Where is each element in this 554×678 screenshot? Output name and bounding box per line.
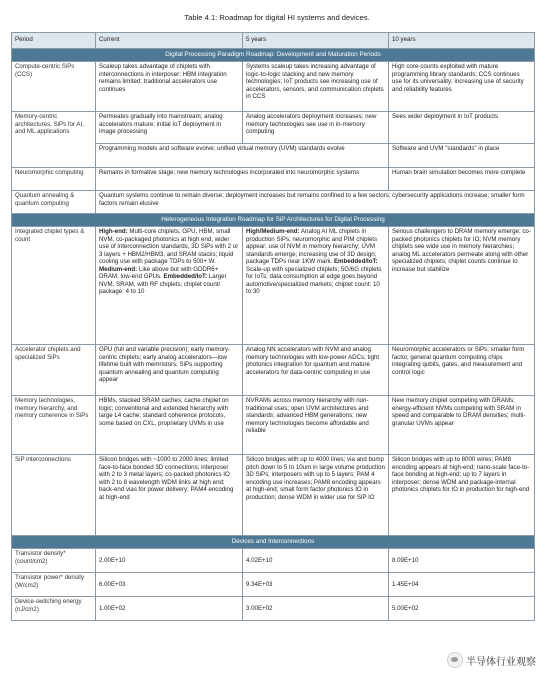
row-label-ccs: Compute-centric SiPs (CCS): [12, 62, 96, 112]
chiplet-current-high-end-text: Multi-core chiplets, GPU, HBM, small NVM, co-packaged photonics at high end, wider use of interconnection standards, 3D SiPs with 2 or 3 layers + HBM2/HBM3, and SRAM stacks; liquid cooling use with package TDPs to 500+ W.: [99, 228, 239, 266]
cell-accel-current: GPU (full and variable precision); early memory-centric chiplets; early analog accelerators—low lifetime built with memristors; SiPs supporting quantum annealing and quantum computing appear: [96, 345, 243, 396]
cell-neuromorphic-current-5y: Remains in formative stage; new memory technologies incorporated into neuromorphic systems: [96, 168, 389, 191]
chiplet-current-embedded-text: Larger NVM, SRAM, with RF chiplets; chiplet count/ package: 4 to 10: [99, 273, 227, 296]
cell-switching-5y: 3.00E+02: [243, 597, 389, 621]
row-label-chiplet: Integrated chiplet types & count: [12, 227, 96, 345]
cell-density-5y: 4.02E+10: [243, 549, 389, 573]
table-row: [12, 597, 535, 621]
cell-power-10y: 1.45E+04: [389, 573, 535, 597]
row-label-switching-energy: Device-switching energy (nJ/cm2): [12, 597, 96, 621]
row-label-quantum: Quantum annealing & quantum computing: [12, 191, 96, 214]
row-label-accelerator: Accelerator chiplets and specialized SiPs: [12, 345, 96, 396]
cell-density-10y: 8.09E+10: [389, 549, 535, 573]
table-row: [12, 345, 535, 396]
chiplet-5y-high-medium-tag: High/Medium-end:: [246, 228, 300, 235]
table-row: [12, 227, 535, 345]
table-caption: Table 4.1: Roadmap for digital HI systems and devices.: [184, 13, 370, 22]
wechat-logo-icon: [447, 652, 463, 668]
row-label-memory-centric: Memory-centric architectures, SiPs for AI, and ML applications: [12, 112, 96, 168]
table-row: [12, 573, 535, 597]
cell-neuromorphic-10y: Human brain simulation becomes more complete: [389, 168, 535, 191]
section-devices: Devices and Interconnections: [12, 536, 535, 549]
row-label-neuromorphic: Neuromorphic computing: [12, 168, 96, 191]
cell-power-5y: 9.34E+03: [243, 573, 389, 597]
table-row: [12, 62, 535, 112]
cell-accel-10y: Neuromorphic accelerators or SiPs; smaller form factor, general quantum computing chips integrating qubits, gates, and measurement and control logic: [389, 345, 535, 396]
section-devices-row: [12, 536, 535, 549]
watermark-text: 半导体行业观察: [466, 656, 536, 668]
cell-interconnect-5y: Silicon bridges with up to 4000 lines; via and bump pitch down to 5 to 10um in large volume production 3D SiPs; interposers with up to 5 layers; PAM 4 encoding use increases; PAM8 encoding appears at high-end; small form factor photonics IO in production; dense WDM in wider use for SiP IO: [243, 455, 389, 536]
row-label-transistor-density: Transistor density* (count/cm2): [12, 549, 96, 573]
section-heterogeneous: Heterogeneous Integration Roadmap for SiP Architectures for Digital Processing: [12, 214, 535, 227]
section-digital: Digital Processing Paradigm Roadmap: Development and Maturation Periods: [12, 49, 535, 62]
cell-interconnect-10y: Silicon bridges with up to 8000 wires; PAM8 encoding appears at high-end; nano-scale face-to-face bonding at high-end; up to 7 layers in interposer; dense WDM and package-internal photonics chiplets for IO in production for high-end: [389, 455, 535, 536]
cell-programming-models: Programming models and software evolve; unified virtual memory (UVM) standards evolve: [96, 144, 389, 168]
chiplet-current-medium-end-text: Like above but with GDDR6+ DRAM, low-end GPUs.: [99, 265, 219, 281]
cell-interconnect-current: Silicon bridges with ~1000 to 2000 lines; limited face-to-face bonded 3D connections; interposer with 2 to 3 metal layers; co-packed photonics IO with 2 to 8 wavelength WDM links at high end; back-end vias for power delivery; PAM4 encoding at high-end: [96, 455, 243, 536]
header-period: Period: [12, 33, 96, 49]
header-5-years: 5 years: [243, 33, 389, 49]
cell-accel-5y: Analog NN accelerators with NVM and analog memory technologies with low-power ADCs; tight photonics integration for quantum and mature accelerators for data-centric computing in use: [243, 345, 389, 396]
table-row: [12, 168, 535, 191]
cell-chiplet-current: [96, 227, 243, 345]
cell-power-current: 6.00E+03: [96, 573, 243, 597]
cell-memcentric-current: Permeates gradually into mainstream; analog accelerators mature; initial IoT deployment in image processing: [96, 112, 243, 144]
cell-density-current: 2.00E+10: [96, 549, 243, 573]
section-heterogeneous-row: [12, 214, 535, 227]
row-label-power-density: Transistor power* density (W/cm2): [12, 573, 96, 597]
chiplet-current-embedded-tag: Embedded/IoT:: [163, 273, 208, 281]
header-row: [12, 33, 535, 49]
watermark: [447, 652, 536, 668]
cell-chiplet-5y: [243, 227, 389, 345]
table-row: [12, 191, 535, 214]
cell-chiplet-10y: Serious challengers to DRAM memory emerge; co-packed photonics chiplets for IO; NVM memory chiplets see wide use in memory hierarchies; analog ML accelerators permeate along with other specialized chiplets; chiplet counts continue to increase but stabilize: [389, 227, 535, 345]
cell-memcentric-10y: Sees wider deployment in IoT products: [389, 112, 535, 144]
chiplet-current-medium-end-tag: Medium-end:: [99, 265, 138, 273]
table-row: [12, 112, 535, 144]
table-row: [12, 549, 535, 573]
cell-ccs-current: Scaleup takes advantage of chiplets with interconnections in interposer; HBM integration remains limited; traditional accelerators use continues: [96, 62, 243, 112]
section-digital-row: [12, 49, 535, 62]
table-row: [12, 396, 535, 455]
table-row: [12, 455, 535, 536]
header-current: Current: [96, 33, 243, 49]
cell-programming-10y: Software and UVM "standards" in place: [389, 144, 535, 168]
chiplet-current-high-end-tag: High-end:: [99, 228, 128, 235]
cell-quantum-merged: Quantum systems continue to remain diverse; deployment increases but remains confined to a few sectors; cybersecurity applications increase; smaller form factors remain elusive: [96, 191, 535, 214]
cell-ccs-10y: High core-counts exploited with mature programming library standards; CCS continues use for its universality; increasing use of security and reliability features: [389, 62, 535, 112]
chiplet-5y-high-medium-text: Analog AI ML chiplets in production SiPs; neuromorphic and PIM chiplets appear; use of NVM in memory hierarchy; UVM standards emerge; increasing use of 3D design; package TDPs near 1KW mark.: [246, 228, 378, 266]
row-label-interconnections: SiP interconnections: [12, 455, 96, 536]
header-10-years: 10 years: [389, 33, 535, 49]
cell-switching-10y: 5.00E+02: [389, 597, 535, 621]
chiplet-5y-embedded-text: Scale-up with specialized chiplets; 5G/6G chiplets for IoTs; data consumption at edge goes beyond automotive/specialized markets; chiplet count: 10 to 30: [246, 265, 382, 296]
roadmap-table: [11, 32, 535, 621]
row-label-memory-tech: Memory technologies, memory hierarchy, and memory coherence in SiPs: [12, 396, 96, 455]
cell-memcentric-5y: Analog accelerators deployment increases; new memory technologies see use in in-memory computing: [243, 112, 389, 144]
cell-memtech-current: HBMs, stacked SRAM caches; cache chiplet on logic; conventional and extended hierarchy with large L4 cache; standard coherence protocols, some based on CXL, proprietary UVMs in use: [96, 396, 243, 455]
cell-memtech-10y: New memory chiplet competing with DRAMs; energy-efficient NVMs competing with SRAM in speed and comparable to DRAM densities; multi-granular UVMs appear: [389, 396, 535, 455]
cell-memtech-5y: NVRAMs across memory hierarchy with non-traditional uses; open UVM architectures and standards; advanced HBM generations; new memory technologies become affordable and reliable: [243, 396, 389, 455]
cell-ccs-5y: Systems scaleup takes increasing advantage of logic-to-logic stacking and new memory technologies; IoT products see increasing use of accelerators, sensors, and communication chiplets in CCS: [243, 62, 389, 112]
chiplet-5y-embedded-tag: Embedded/IoT:: [333, 258, 378, 266]
cell-switching-current: 1.00E+02: [96, 597, 243, 621]
